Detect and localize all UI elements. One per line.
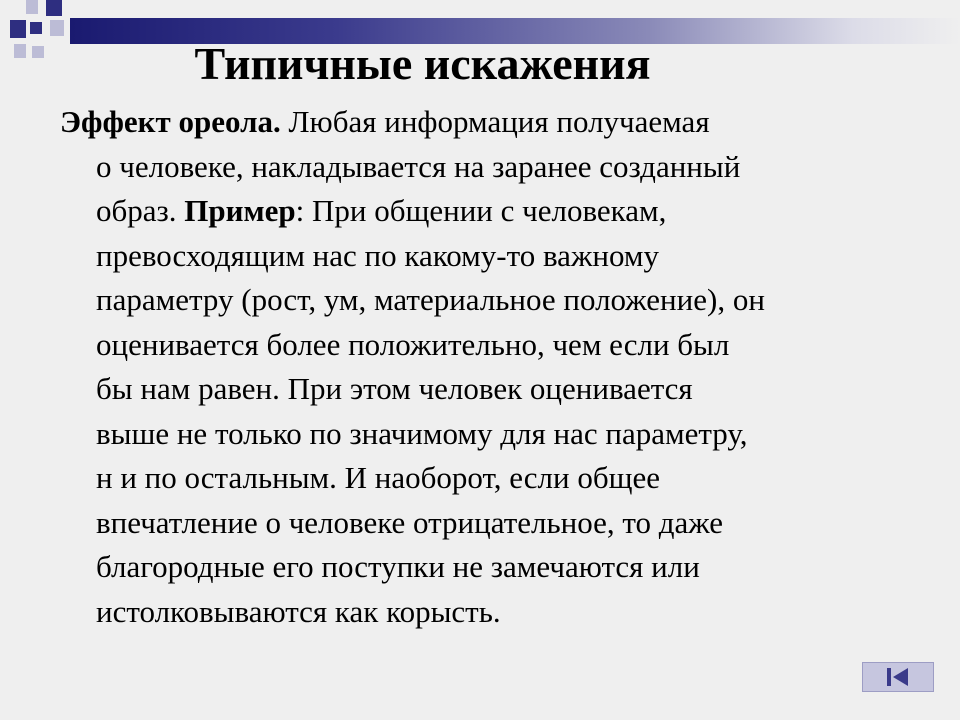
body-line-6: оценивается более положительно, чем если был [96,326,730,362]
body-line-12: истолковываются как корысть. [96,593,501,629]
body-line-1: Эффект ореола. Любая информация получаемая [60,104,710,139]
body-line-8: выше не только по значимому для нас параметру, [96,415,748,451]
first-slide-button[interactable] [862,662,934,692]
body-line-11: благородные его поступки не замечаются или [96,549,700,584]
body-line-10: впечатление о человеке отрицательное, то даже [96,504,724,540]
body-line-9: н и по остальным. И наоборот, если общее [96,460,660,495]
body-line-5: параметру (рост, ум, материальное положение), он [96,282,765,317]
slide-body [60,100,930,634]
body-line-7: бы нам равен. При этом человек оценивается [96,371,693,406]
skip-to-start-icon [884,666,912,688]
body-line-4: превосходящим нас по какому-то важному [96,237,659,273]
body-line-2: о человеке, накладывается на заранее созданный [96,148,741,184]
lead-term: Эффект ореола. [60,104,281,139]
body-line-3: образ. Пример: При общении с человекам, [96,193,667,228]
slide-title: Типичные искажения [194,38,651,89]
example-label: Пример [184,193,296,228]
